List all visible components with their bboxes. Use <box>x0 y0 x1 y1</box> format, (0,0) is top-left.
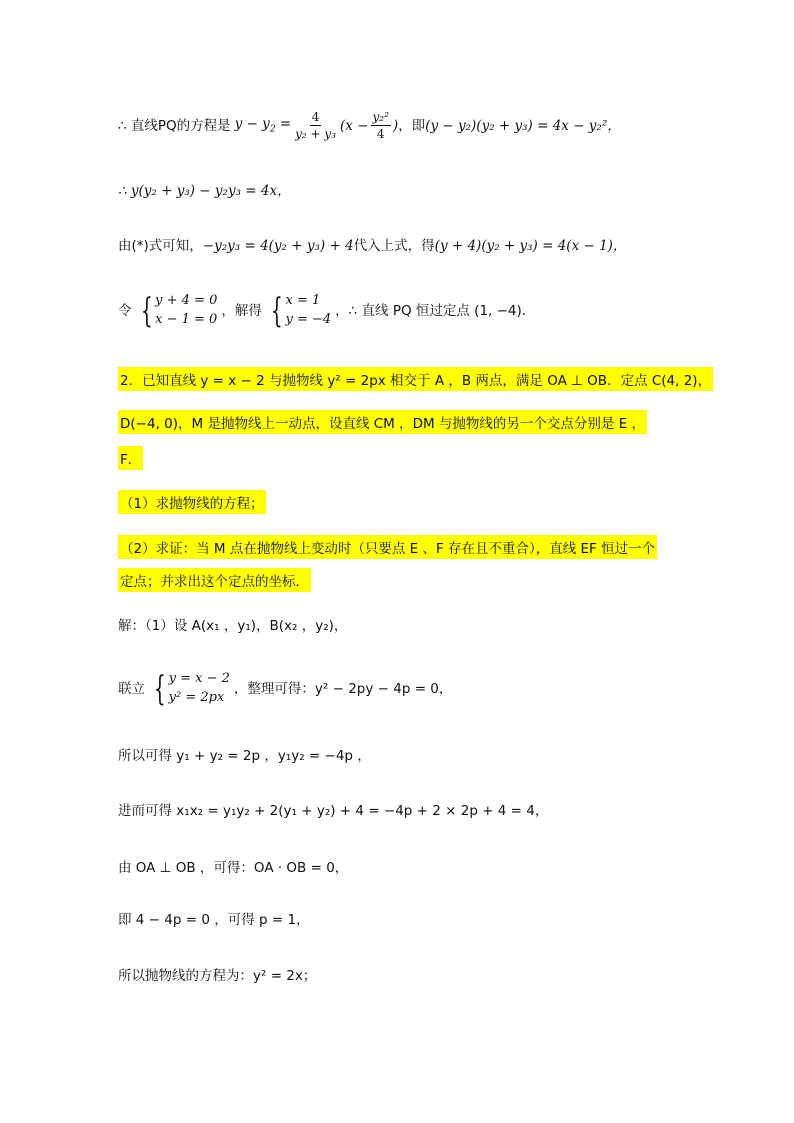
equation-system <box>136 292 218 330</box>
problem-2-line-3 <box>118 446 143 470</box>
text: ，解得 <box>221 302 262 319</box>
text: 解：（1）设 A(x₁ ，y₁)，B(x₂ ，y₂)， <box>118 618 348 634</box>
text: 代入上式，得 <box>353 238 435 254</box>
text: ，∴ 直线 PQ 恒过定点 (1, −4)． <box>335 302 536 319</box>
brace-icon: { <box>140 290 153 331</box>
math: −y₂y₃ = 4(y₂ + y₃) + 4 <box>202 238 354 254</box>
text: 由 OA ⊥ OB ，可得：OA · OB = 0， <box>118 860 349 876</box>
fraction <box>371 110 391 142</box>
highlighted-text: 定点；并求出这个定点的坐标． <box>118 568 311 592</box>
highlighted-text: D(−4, 0)，M 是抛物线上一动点，设直线 CM ，DM 与抛物线的另一个交点分别是 E ， <box>118 410 647 434</box>
system-row: y = x − 2 <box>168 671 230 686</box>
problem-2-question-2-line-1 <box>118 535 657 559</box>
highlighted-text: （1）求抛物线的方程； <box>118 490 266 514</box>
fraction-numerator: 4 <box>310 110 322 126</box>
highlighted-text: F． <box>118 446 143 470</box>
math: (y + 4)(y₂ + y₃) = 4(x − 1)， <box>434 238 627 254</box>
problem-2-line-1 <box>118 367 713 391</box>
problem-2-line-2 <box>118 410 647 434</box>
math: (x − <box>340 117 369 134</box>
system-row: y + 4 = 0 <box>155 293 218 308</box>
text: 所以可得 y₁ + y₂ = 2p ，y₁y₂ = −4p ， <box>118 748 371 764</box>
brace-icon: { <box>153 668 166 709</box>
solution-line-1 <box>118 618 347 634</box>
system-row: x − 1 = 0 <box>155 311 218 327</box>
system-row: x = 1 <box>285 293 321 308</box>
math: (y − y₂)(y₂ + y₃) = 4x − y₂²， <box>425 117 621 134</box>
solution-line-2 <box>118 670 452 708</box>
fraction-denominator: y₂ + y₃ <box>295 127 337 142</box>
math: $y - y_2$ = <box>234 116 292 135</box>
solution-line-3 <box>118 748 371 764</box>
highlighted-text: 2．已知直线 y = x − 2 与抛物线 y² = 2px 相交于 A ，B 两点，满足 OA ⊥ OB．定点 C(4, 2)， <box>118 367 713 391</box>
math: ∴ y(y₂ + y₃) − y₂y₃ = 4x， <box>118 183 291 199</box>
system-row: y² = 2px <box>168 689 225 705</box>
fraction-numerator: y₂² <box>371 110 391 126</box>
text: 即 4 − 4p = 0 ，可得 p = 1， <box>118 912 310 928</box>
problem-2-question-2-line-2 <box>118 568 311 592</box>
equation-system <box>266 292 331 330</box>
fraction-denominator: 4 <box>376 127 385 142</box>
text: 进而可得 x₁x₂ = y₁y₂ + 2(y₁ + y₂) + 4 = −4p + 2 × 2p + 4 = 4， <box>118 803 549 819</box>
system-row: y = −4 <box>285 311 332 327</box>
solution-line-6 <box>118 912 310 928</box>
line-pq-equation <box>118 110 621 142</box>
line-2 <box>118 183 291 199</box>
line-3 <box>118 238 626 254</box>
text: ，即 <box>398 117 426 134</box>
math: ) <box>392 117 399 134</box>
fraction <box>293 110 338 142</box>
text: 所以抛物线的方程为：y² = 2x； <box>118 968 317 984</box>
solution-line-7 <box>118 968 316 984</box>
text: ∴ 直线PQ的方程是 <box>118 117 231 134</box>
text: ，整理可得：y² − 2py − 4p = 0， <box>233 680 453 697</box>
text: 令 <box>118 302 132 319</box>
brace-icon: { <box>270 290 283 331</box>
solution-line-5 <box>118 860 348 876</box>
text: 联立 <box>118 680 145 697</box>
equation-system <box>149 670 230 708</box>
highlighted-text: （2）求证：当 M 点在抛物线上变动时（只要点 E 、F 存在且不重合），直线 EF 恒过一个 <box>118 535 657 559</box>
problem-2-question-1 <box>118 490 266 514</box>
text: 由(*)式可知， <box>118 238 203 254</box>
solution-line-4 <box>118 803 548 819</box>
line-4 <box>118 292 535 330</box>
